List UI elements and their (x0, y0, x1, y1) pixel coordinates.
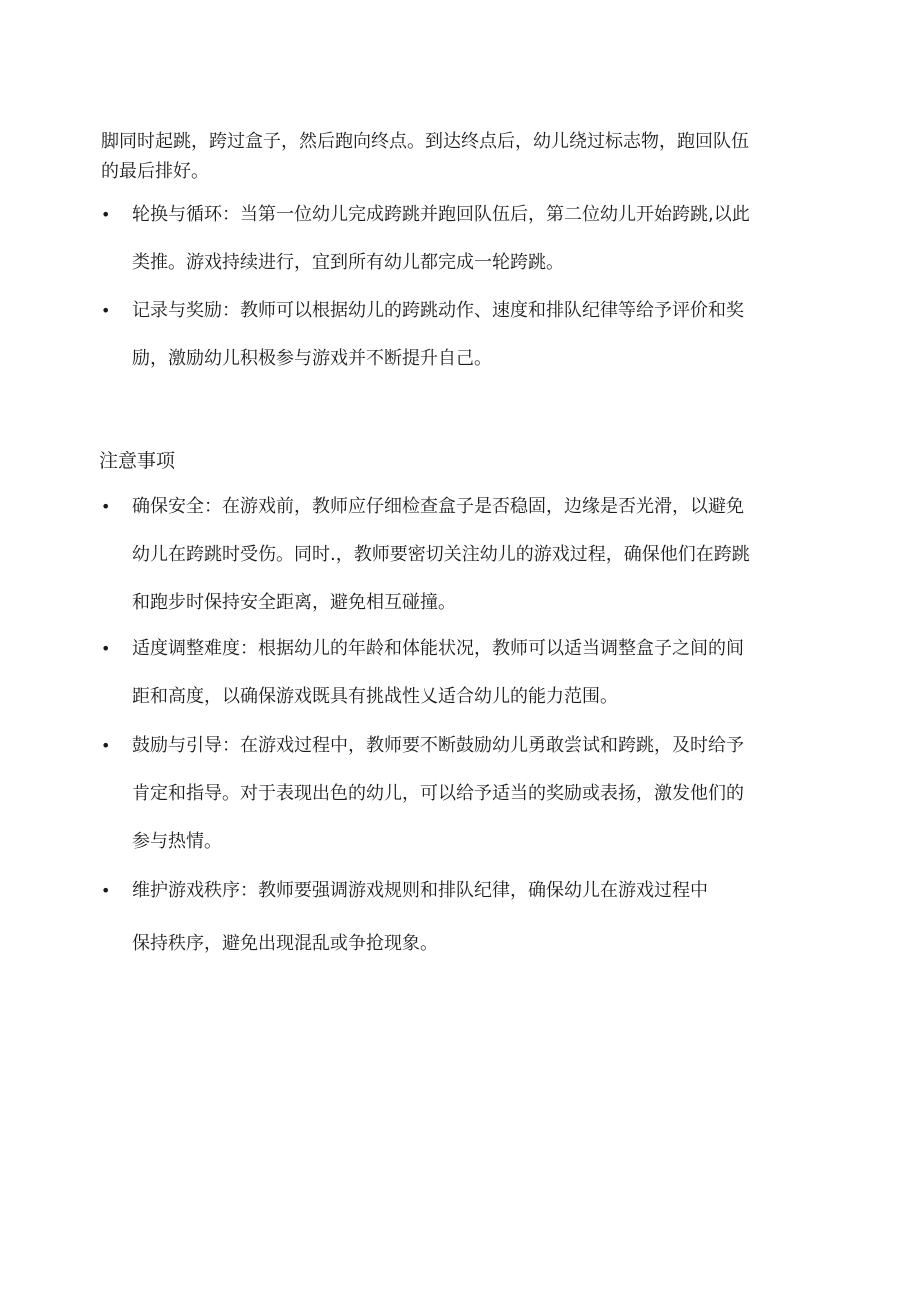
bullet-icon: • (101, 736, 111, 755)
intro-paragraph (101, 127, 826, 187)
bullet-icon: • (101, 639, 111, 658)
note-line: 距和高度，以确保游戏既具有挑战性乂适合幼儿的能力范围。 (132, 686, 618, 707)
note-line: 幼儿在跨跳时受伤。同时.，教师要密切关注幼儿的游戏过程，确保他们在跨跳 (132, 544, 750, 565)
notes-heading: 注意事项 (99, 450, 176, 472)
rule-line: 类推。游戏持续进行，宜到所有幼儿都完成一轮跨跳。 (132, 252, 564, 273)
rule-line: 轮换与循环：当第一位幼儿完成跨跳并跑回队伍后，第二位幼儿开始跨跳,以此 (132, 204, 750, 225)
bullet-icon: • (101, 497, 111, 516)
note-line: 维护游戏秩序：教师要强调游戏规则和排队纪律，确保幼儿在游戏过程中 (132, 880, 708, 901)
note-line: 参与热情。 (132, 831, 222, 852)
intro-line: 脚同时起跳，跨过盒子，然后跑向终点。到达终点后，幼儿绕过标志物，跑回队伍 (101, 131, 749, 152)
note-line: 保持秩序，避免出现混乱或争抢现象。 (132, 933, 438, 954)
bullet-icon: • (101, 205, 111, 224)
intro-line: 的最后排好。 (101, 161, 209, 182)
rule-line: 励，激励幼儿积极参与游戏并不断提升自己。 (132, 348, 492, 369)
bullet-icon: • (101, 301, 111, 320)
rule-line: 记录与奖励：教师可以根据幼儿的跨跳动作、速度和排队纪律等给予评价和奖 (132, 300, 744, 321)
note-line: 肯定和指导。对于表现出色的幼儿，可以给予适当的奖励或表扬，激发他们的 (132, 783, 744, 804)
note-line: 适度调整难度：根据幼儿的年龄和体能状况，教师可以适当调整盒子之间的间 (132, 638, 744, 659)
bullet-icon: • (101, 881, 111, 900)
note-line: 和跑步时保持安全距离，避免相互碰撞。 (132, 592, 456, 613)
note-line: 确保安全：在游戏前，教师应仔细检查盒子是否稳固，边缘是否光滑，以避免 (132, 496, 744, 517)
note-line: 鼓励与引导：在游戏过程中，教师要不断鼓励幼儿勇敢尝试和跨跳，及时给予 (132, 735, 744, 756)
